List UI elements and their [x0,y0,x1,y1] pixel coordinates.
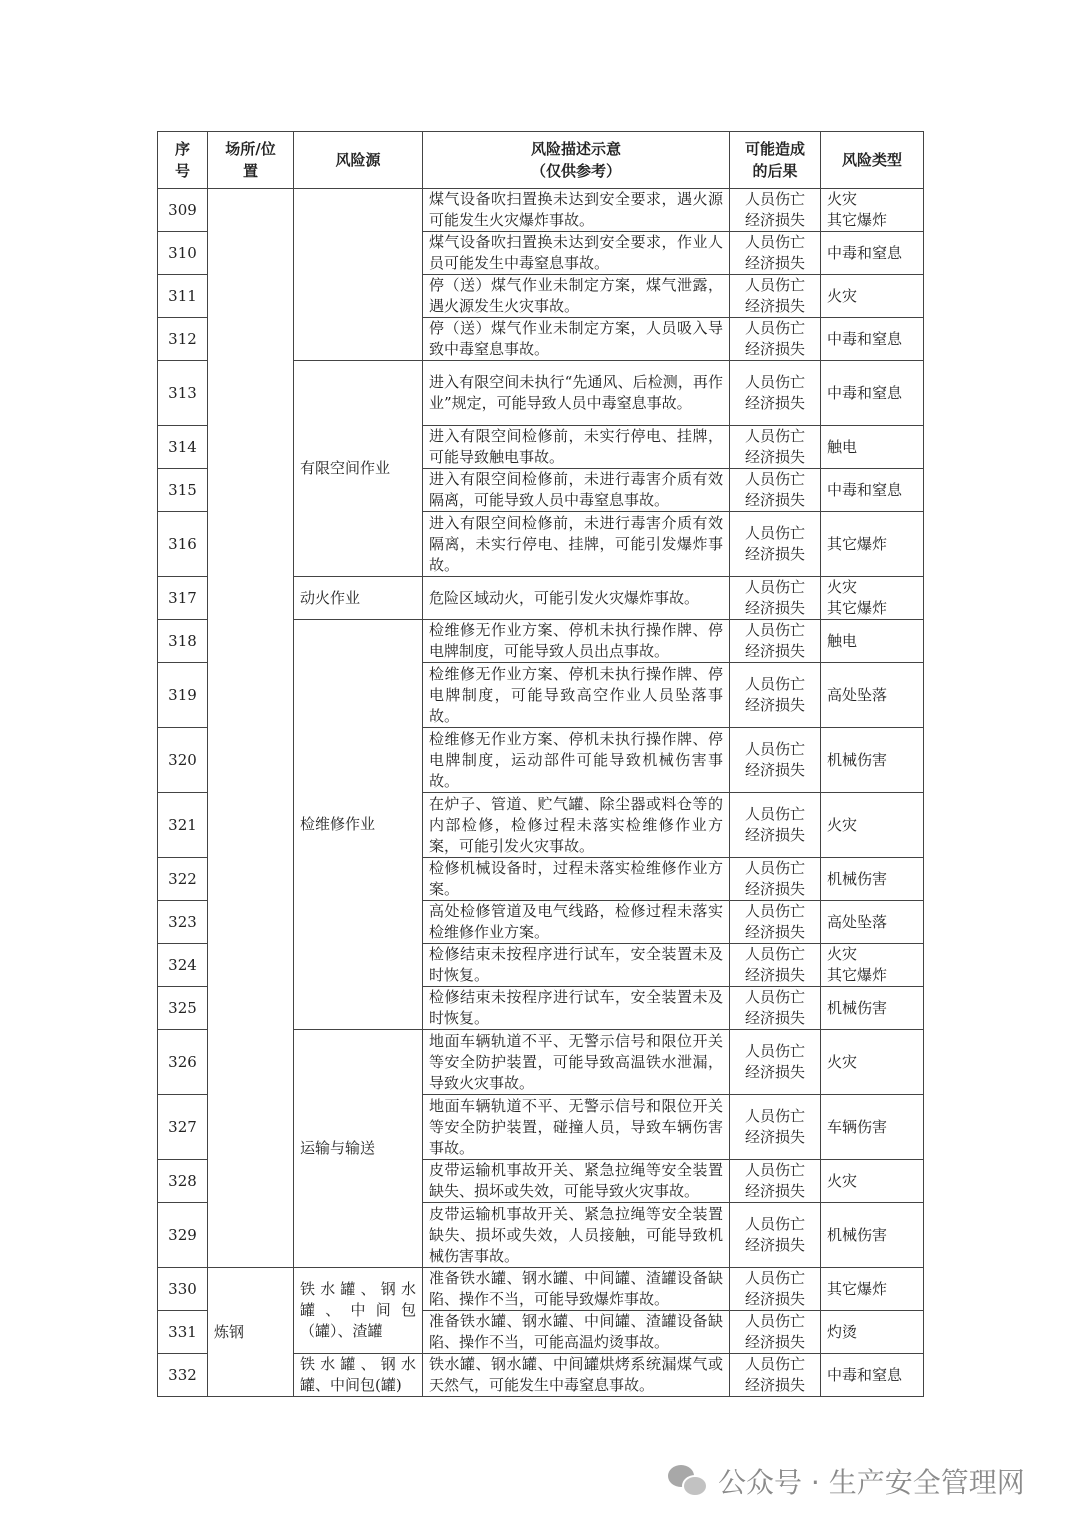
row-consequence: 人员伤亡 经济损失 [730,793,821,858]
risk-table [157,131,924,1397]
row-description: 准备铁水罐、钢水罐、中间罐、渣罐设备缺陷、操作不当，可能导致爆炸事故。 [423,1268,730,1311]
row-description: 检修机械设备时，过程未落实检维修作业方案。 [423,858,730,901]
row-consequence: 人员伤亡 经济损失 [730,858,821,901]
row-risk-source: 铁水罐、钢水罐、中间包（罐）、渣罐 [294,1268,423,1354]
row-consequence: 人员伤亡 经济损失 [730,1311,821,1354]
wechat-icon [668,1463,708,1499]
row-consequence: 人员伤亡 经济损失 [730,987,821,1030]
row-consequence: 人员伤亡 经济损失 [730,1203,821,1268]
row-description: 皮带运输机事故开关、紧急拉绳等安全装置缺失、损坏或失效，可能导致火灾事故。 [423,1160,730,1203]
row-seq: 325 [158,987,208,1030]
header-location: 场所/位 置 [208,132,294,189]
row-risk-type: 中毒和窒息 [821,1354,924,1397]
row-risk-type: 中毒和窒息 [821,318,924,361]
row-risk-type: 火灾 [821,275,924,318]
row-consequence: 人员伤亡 经济损失 [730,275,821,318]
row-description: 进入有限空间检修前，未实行停电、挂牌，可能导致触电事故。 [423,426,730,469]
row-risk-source [294,189,423,361]
row-seq: 326 [158,1030,208,1095]
row-consequence: 人员伤亡 经济损失 [730,469,821,512]
header-seq: 序 号 [158,132,208,189]
row-seq: 319 [158,663,208,728]
row-description: 煤气设备吹扫置换未达到安全要求，遇火源可能发生火灾爆炸事故。 [423,189,730,232]
row-risk-type: 火灾 [821,1160,924,1203]
row-seq: 321 [158,793,208,858]
row-description: 地面车辆轨道不平、无警示信号和限位开关等安全防护装置，可能导致高温铁水泄漏，导致火灾事故。 [423,1030,730,1095]
row-consequence: 人员伤亡 经济损失 [730,318,821,361]
row-consequence: 人员伤亡 经济损失 [730,1030,821,1095]
row-description: 检修结束未按程序进行试车，安全装置未及时恢复。 [423,987,730,1030]
row-seq: 316 [158,512,208,577]
row-consequence: 人员伤亡 经济损失 [730,1354,821,1397]
row-risk-type: 火灾 其它爆炸 [821,944,924,987]
header-row [158,132,924,189]
row-risk-source: 动火作业 [294,577,423,620]
row-description: 停（送）煤气作业未制定方案，煤气泄露，遇火源发生火灾事故。 [423,275,730,318]
row-seq: 328 [158,1160,208,1203]
row-description: 停（送）煤气作业未制定方案，人员吸入导致中毒窒息事故。 [423,318,730,361]
row-risk-source: 检维修作业 [294,620,423,1030]
row-risk-type: 机械伤害 [821,728,924,793]
row-seq: 315 [158,469,208,512]
row-risk-source: 有限空间作业 [294,361,423,577]
row-location [208,189,294,1268]
row-seq: 312 [158,318,208,361]
row-seq: 327 [158,1095,208,1160]
row-risk-source: 运输与输送 [294,1030,423,1268]
row-risk-type: 触电 [821,620,924,663]
row-consequence: 人员伤亡 经济损失 [730,426,821,469]
row-risk-type: 火灾 [821,793,924,858]
row-risk-type: 其它爆炸 [821,1268,924,1311]
row-risk-type: 中毒和窒息 [821,361,924,426]
row-consequence: 人员伤亡 经济损失 [730,944,821,987]
row-description: 煤气设备吹扫置换未达到安全要求，作业人员可能发生中毒窒息事故。 [423,232,730,275]
row-description: 进入有限空间检修前，未进行毒害介质有效隔离，未实行停电、挂牌，可能引发爆炸事故。 [423,512,730,577]
row-seq: 311 [158,275,208,318]
header-description: 风险描述示意 （仅供参考） [423,132,730,189]
row-risk-type: 机械伤害 [821,987,924,1030]
table-row [158,189,924,232]
row-consequence: 人员伤亡 经济损失 [730,1160,821,1203]
row-seq: 317 [158,577,208,620]
row-consequence: 人员伤亡 经济损失 [730,901,821,944]
row-risk-type: 车辆伤害 [821,1095,924,1160]
row-description: 检修结束未按程序进行试车，安全装置未及时恢复。 [423,944,730,987]
row-seq: 318 [158,620,208,663]
row-risk-type: 机械伤害 [821,1203,924,1268]
row-seq: 320 [158,728,208,793]
row-description: 检维修无作业方案、停机未执行操作牌、停电牌制度，可能导致高空作业人员坠落事故。 [423,663,730,728]
row-description: 检维修无作业方案、停机未执行操作牌、停电牌制度，可能导致人员出点事故。 [423,620,730,663]
row-consequence: 人员伤亡 经济损失 [730,512,821,577]
row-description: 进入有限空间检修前，未进行毒害介质有效隔离，可能导致人员中毒窒息事故。 [423,469,730,512]
row-description: 铁水罐、钢水罐、中间罐烘烤系统漏煤气或天然气，可能发生中毒窒息事故。 [423,1354,730,1397]
row-seq: 313 [158,361,208,426]
row-consequence: 人员伤亡 经济损失 [730,663,821,728]
row-consequence: 人员伤亡 经济损失 [730,361,821,426]
row-consequence: 人员伤亡 经济损失 [730,1095,821,1160]
row-consequence: 人员伤亡 经济损失 [730,728,821,793]
row-risk-type: 火灾 [821,1030,924,1095]
row-seq: 324 [158,944,208,987]
row-risk-type: 其它爆炸 [821,512,924,577]
row-seq: 314 [158,426,208,469]
row-seq: 309 [158,189,208,232]
table-row [158,1268,924,1311]
row-consequence: 人员伤亡 经济损失 [730,1268,821,1311]
row-risk-type: 灼烫 [821,1311,924,1354]
row-seq: 332 [158,1354,208,1397]
row-risk-type: 中毒和窒息 [821,469,924,512]
row-consequence: 人员伤亡 经济损失 [730,232,821,275]
row-description: 在炉子、管道、贮气罐、除尘器或料仓等的内部检修，检修过程未落实检维修作业方案，可能引发火灾事故。 [423,793,730,858]
row-description: 危险区域动火，可能引发火灾爆炸事故。 [423,577,730,620]
row-description: 检维修无作业方案、停机未执行操作牌、停电牌制度，运动部件可能导致机械伤害事故。 [423,728,730,793]
row-seq: 323 [158,901,208,944]
row-risk-source: 铁水罐、钢水罐、中间包(罐) [294,1354,423,1397]
row-consequence: 人员伤亡 经济损失 [730,577,821,620]
header-consequence: 可能造成 的后果 [730,132,821,189]
row-seq: 310 [158,232,208,275]
row-risk-type: 中毒和窒息 [821,232,924,275]
row-risk-type: 火灾 其它爆炸 [821,577,924,620]
header-source: 风险源 [294,132,423,189]
row-description: 准备铁水罐、钢水罐、中间罐、渣罐设备缺陷、操作不当，可能高温灼烫事故。 [423,1311,730,1354]
row-description: 高处检修管道及电气线路，检修过程未落实检维修作业方案。 [423,901,730,944]
row-consequence: 人员伤亡 经济损失 [730,189,821,232]
row-risk-type: 火灾 其它爆炸 [821,189,924,232]
row-seq: 331 [158,1311,208,1354]
row-risk-type: 机械伤害 [821,858,924,901]
watermark [668,1459,1025,1503]
row-risk-type: 高处坠落 [821,901,924,944]
row-seq: 322 [158,858,208,901]
header-type: 风险类型 [821,132,924,189]
row-seq: 329 [158,1203,208,1268]
row-description: 地面车辆轨道不平、无警示信号和限位开关等安全防护装置，碰撞人员，导致车辆伤害事故。 [423,1095,730,1160]
row-description: 皮带运输机事故开关、紧急拉绳等安全装置缺失、损坏或失效，人员接触，可能导致机械伤害事故。 [423,1203,730,1268]
watermark-text: 公众号 · 生产安全管理网 [718,1466,1025,1499]
row-risk-type: 触电 [821,426,924,469]
row-seq: 330 [158,1268,208,1311]
row-risk-type: 高处坠落 [821,663,924,728]
row-consequence: 人员伤亡 经济损失 [730,620,821,663]
row-location: 炼钢 [208,1268,294,1397]
row-description: 进入有限空间未执行“先通风、后检测，再作业”规定，可能导致人员中毒窒息事故。 [423,361,730,426]
